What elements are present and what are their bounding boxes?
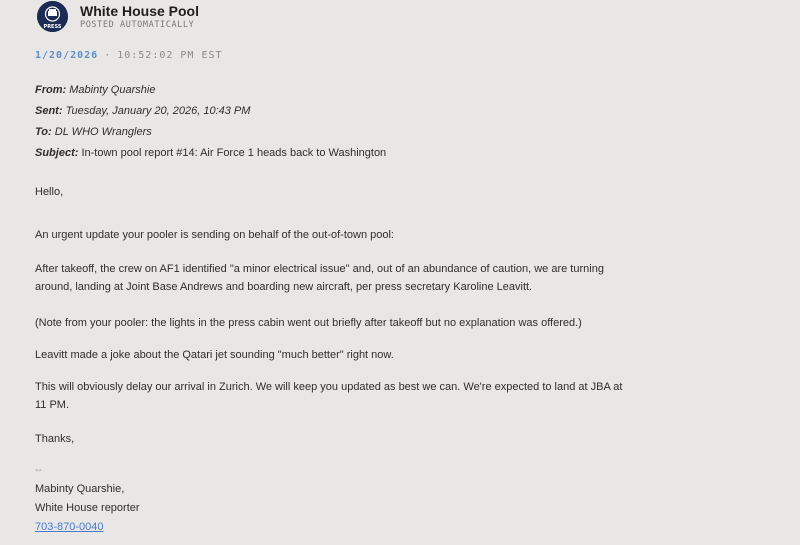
to-label: To: xyxy=(35,126,52,138)
paragraph-2-line-1: After takeoff, the crew on AF1 identified "a minor electrical issue" and, out of an abundance of caution, we are turning xyxy=(35,263,604,275)
paragraph-5 xyxy=(35,378,622,414)
subject-row xyxy=(35,143,386,164)
subject-label: Subject: xyxy=(35,147,79,159)
email-header xyxy=(35,80,386,164)
paragraph-5-line-1: This will obviously delay our arrival in Zurich. We will keep you updated as best we can. We're expected to land at JBA at xyxy=(35,381,623,393)
paragraph-3: (Note from your pooler: the lights in the press cabin went out briefly after takeoff but no explanation was offered.) xyxy=(35,317,582,329)
from-row xyxy=(35,80,386,101)
paragraph-2 xyxy=(35,260,604,296)
subject-value: In-town pool report #14: Air Force 1 heads back to Washington xyxy=(81,147,387,159)
to-value: DL WHO Wranglers xyxy=(54,126,152,138)
sent-label: Sent: xyxy=(35,105,63,117)
paragraph-1: An urgent update your pooler is sending on behalf of the out-of-town pool: xyxy=(35,229,394,241)
post-timestamp xyxy=(35,50,223,61)
sent-row xyxy=(35,101,386,122)
signature-title: White House reporter xyxy=(35,502,140,514)
sent-value: Tuesday, January 20, 2026, 10:43 PM xyxy=(65,105,251,117)
paragraph-2-line-2: around, landing at Joint Base Andrews and boarding new aircraft, per press secretary Karoline Leavitt. xyxy=(35,281,533,293)
signature-name: Mabinty Quarshie, xyxy=(35,483,125,495)
post-date: 1/20/2026 xyxy=(35,50,99,61)
greeting: Hello, xyxy=(35,186,64,198)
paragraph-5-line-2: 11 PM. xyxy=(35,399,70,411)
to-row xyxy=(35,122,386,143)
signature xyxy=(35,461,140,537)
timestamp-separator: · xyxy=(104,50,112,61)
channel-name[interactable]: White House Pool xyxy=(80,3,199,19)
post-time: 10:52:02 PM EST xyxy=(117,50,223,61)
signature-phone-link[interactable]: 703-870-0040 xyxy=(35,521,104,533)
signature-dash: -- xyxy=(35,465,42,476)
press-seal-icon xyxy=(37,1,68,32)
channel-subtitle: POSTED AUTOMATICALLY xyxy=(80,20,195,30)
closing: Thanks, xyxy=(35,433,75,445)
paragraph-4: Leavitt made a joke about the Qatari jet sounding "much better" right now. xyxy=(35,349,394,361)
from-label: From: xyxy=(35,84,67,96)
from-value: Mabinty Quarshie xyxy=(69,84,156,96)
channel-avatar[interactable] xyxy=(37,1,68,32)
avatar-text: PRESS xyxy=(43,24,62,30)
